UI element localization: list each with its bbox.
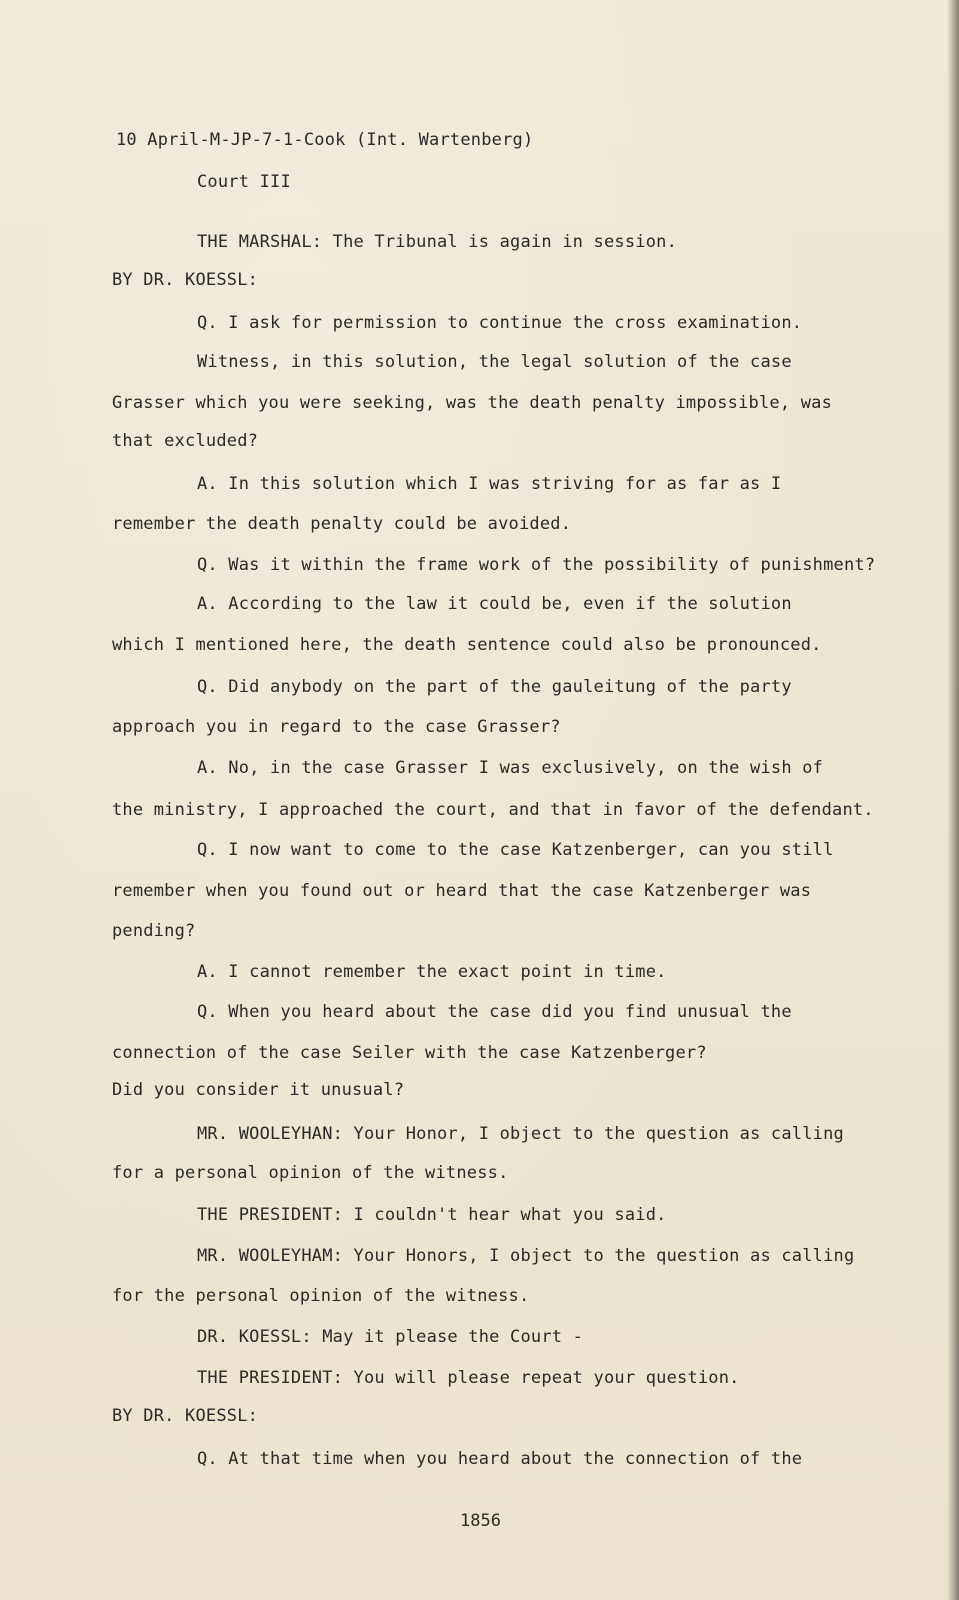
text-line: Q. I ask for permission to continue the cross examination. (197, 313, 803, 333)
text-line: connection of the case Seiler with the case Katzenberger? (112, 1043, 707, 1063)
text-line: which I mentioned here, the death sentence could also be pronounced. (112, 635, 822, 655)
text-line: THE PRESIDENT: You will please repeat your question. (197, 1368, 740, 1388)
text-line: for a personal opinion of the witness. (112, 1163, 509, 1183)
text-line: Grasser which you were seeking, was the death penalty impossible, was (112, 393, 833, 413)
text-line: THE MARSHAL: The Tribunal is again in session. (197, 232, 678, 252)
text-line: pending? (112, 921, 196, 941)
text-line: for the personal opinion of the witness. (112, 1286, 530, 1306)
text-line: that excluded? (112, 431, 259, 451)
text-line: DR. KOESSL: May it please the Court - (197, 1327, 584, 1347)
text-line: A. I cannot remember the exact point in time. (197, 962, 667, 982)
text-line: Q. Was it within the frame work of the possibility of punishment? (197, 555, 876, 575)
text-line: MR. WOOLEYHAN: Your Honor, I object to the question as calling (197, 1124, 844, 1144)
text-line: A. No, in the case Grasser I was exclusively, on the wish of (197, 758, 824, 778)
text-line: BY DR. KOESSL: (112, 1406, 259, 1426)
page-edge-shadow (947, 0, 959, 1600)
text-line: Did you consider it unusual? (112, 1080, 405, 1100)
text-line: BY DR. KOESSL: (112, 270, 259, 290)
text-line: A. In this solution which I was striving for as far as I (197, 474, 782, 494)
transcript-header: 10 April-M-JP-7-1-Cook (Int. Wartenberg) (116, 130, 534, 150)
text-line: the ministry, I approached the court, and that in favor of the defendant. (112, 800, 874, 820)
text-line: MR. WOOLEYHAM: Your Honors, I object to the question as calling (197, 1246, 855, 1266)
text-line: THE PRESIDENT: I couldn't hear what you said. (197, 1205, 667, 1225)
text-line: Q. At that time when you heard about the connection of the (197, 1449, 803, 1469)
text-line: Q. When you heard about the case did you find unusual the (197, 1002, 792, 1022)
text-line: remember when you found out or heard that the case Katzenberger was (112, 881, 812, 901)
text-line: Witness, in this solution, the legal solution of the case (197, 352, 792, 372)
text-line: Q. I now want to come to the case Katzenberger, can you still (197, 840, 834, 860)
court-label: Court III (197, 172, 291, 192)
text-line: approach you in regard to the case Grasser? (112, 717, 561, 737)
text-line: remember the death penalty could be avoided. (112, 514, 572, 534)
page-number: 1856 (460, 1511, 501, 1531)
text-line: Q. Did anybody on the part of the gauleitung of the party (197, 677, 792, 697)
text-line: A. According to the law it could be, even if the solution (197, 594, 792, 614)
